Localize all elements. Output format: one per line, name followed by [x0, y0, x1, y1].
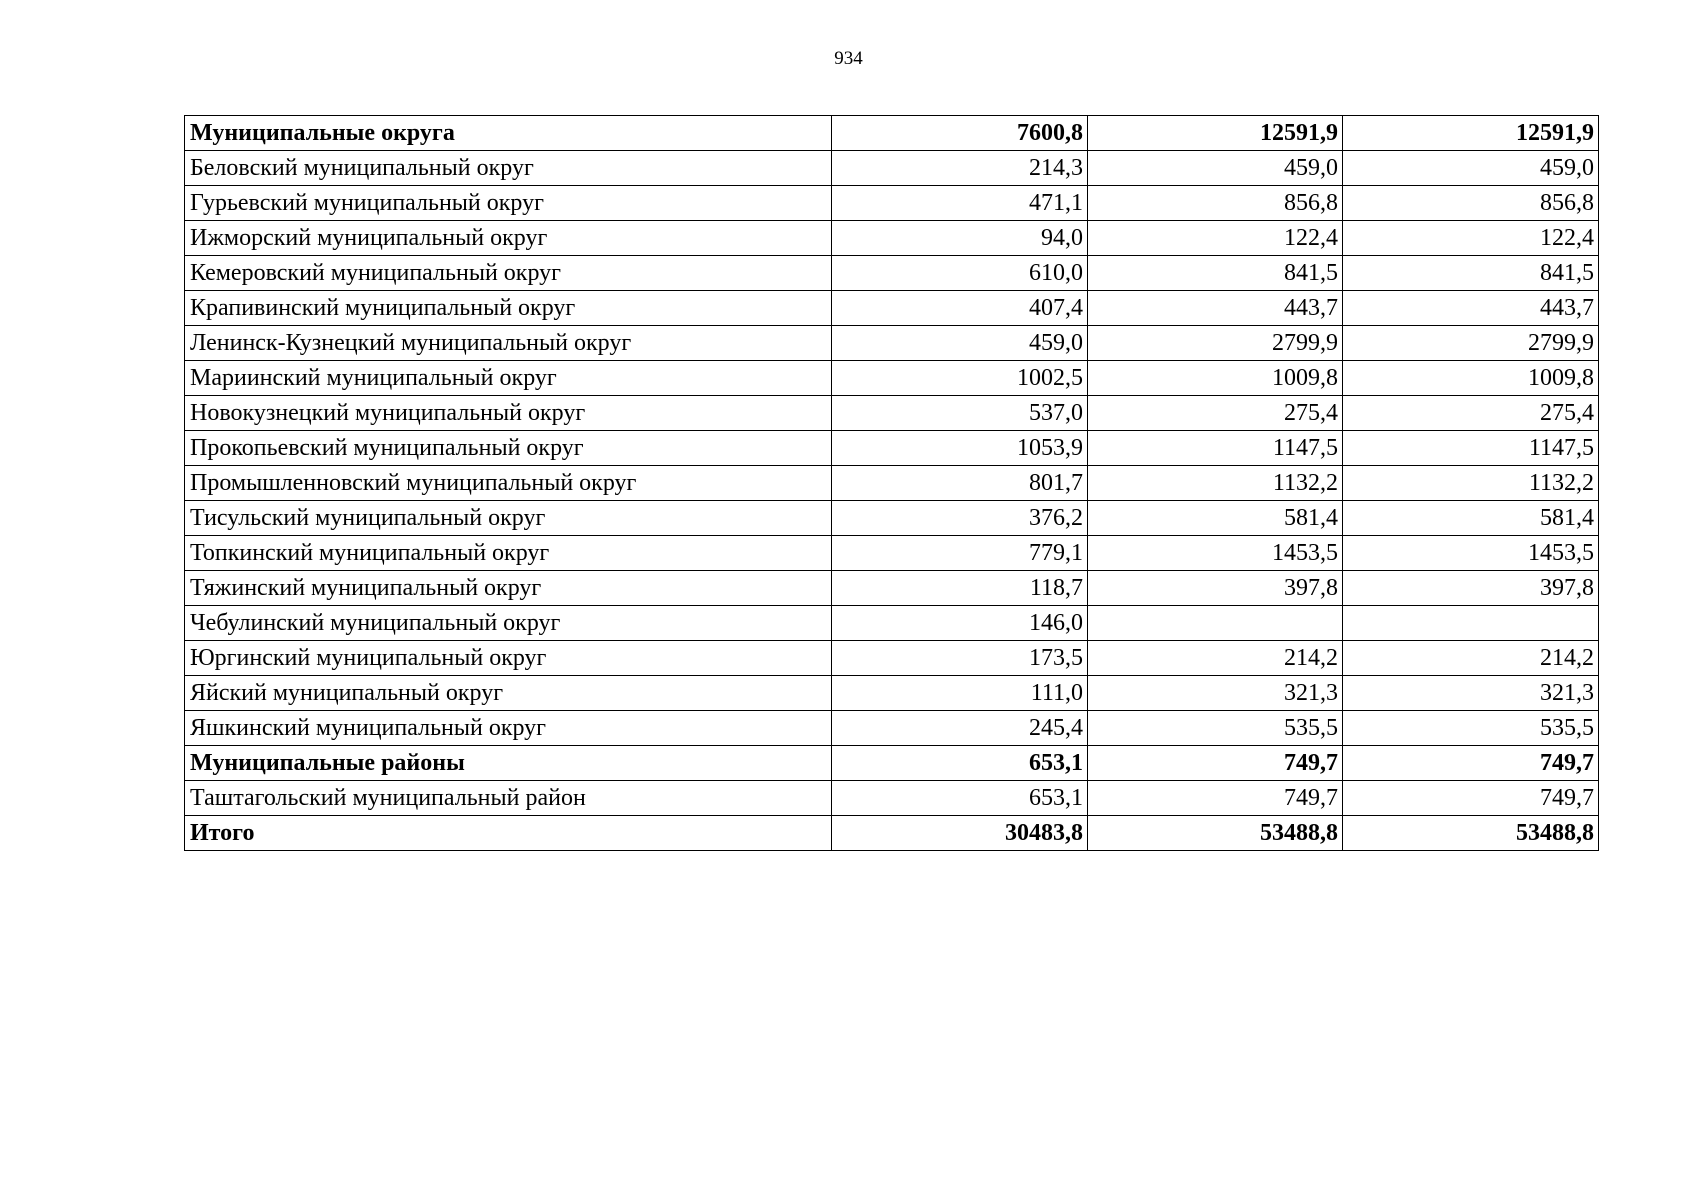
row-name-cell: Яшкинский муниципальный округ — [185, 711, 832, 746]
value-cell-3: 459,0 — [1343, 151, 1599, 186]
value-cell-1: 118,7 — [832, 571, 1088, 606]
table-row — [185, 396, 1599, 431]
value-cell-2: 749,7 — [1088, 746, 1343, 781]
value-cell-2: 459,0 — [1088, 151, 1343, 186]
row-name-cell: Муниципальные районы — [185, 746, 832, 781]
row-name-cell: Прокопьевский муниципальный округ — [185, 431, 832, 466]
table-row — [185, 571, 1599, 606]
value-cell-1: 146,0 — [832, 606, 1088, 641]
value-cell-2: 535,5 — [1088, 711, 1343, 746]
row-name-cell: Муниципальные округа — [185, 116, 832, 151]
row-name-cell: Мариинский муниципальный округ — [185, 361, 832, 396]
table-row — [185, 501, 1599, 536]
value-cell-3: 535,5 — [1343, 711, 1599, 746]
value-cell-2: 1147,5 — [1088, 431, 1343, 466]
value-cell-2: 443,7 — [1088, 291, 1343, 326]
row-name-cell: Новокузнецкий муниципальный округ — [185, 396, 832, 431]
value-cell-1: 801,7 — [832, 466, 1088, 501]
value-cell-2: 122,4 — [1088, 221, 1343, 256]
value-cell-1: 7600,8 — [832, 116, 1088, 151]
value-cell-2: 214,2 — [1088, 641, 1343, 676]
value-cell-1: 459,0 — [832, 326, 1088, 361]
value-cell-3: 581,4 — [1343, 501, 1599, 536]
value-cell-3 — [1343, 606, 1599, 641]
value-cell-3: 122,4 — [1343, 221, 1599, 256]
value-cell-1: 537,0 — [832, 396, 1088, 431]
value-cell-3: 53488,8 — [1343, 816, 1599, 851]
table-row — [185, 361, 1599, 396]
table-row — [185, 466, 1599, 501]
value-cell-2 — [1088, 606, 1343, 641]
value-cell-3: 397,8 — [1343, 571, 1599, 606]
value-cell-1: 1002,5 — [832, 361, 1088, 396]
table-row — [185, 431, 1599, 466]
table-body — [185, 116, 1599, 851]
value-cell-1: 779,1 — [832, 536, 1088, 571]
row-name-cell: Итого — [185, 816, 832, 851]
value-cell-2: 2799,9 — [1088, 326, 1343, 361]
value-cell-1: 111,0 — [832, 676, 1088, 711]
value-cell-3: 2799,9 — [1343, 326, 1599, 361]
row-name-cell: Таштагольский муниципальный район — [185, 781, 832, 816]
value-cell-2: 12591,9 — [1088, 116, 1343, 151]
table-row — [185, 606, 1599, 641]
table-row — [185, 151, 1599, 186]
value-cell-1: 245,4 — [832, 711, 1088, 746]
row-name-cell: Гурьевский муниципальный округ — [185, 186, 832, 221]
value-cell-3: 856,8 — [1343, 186, 1599, 221]
row-name-cell: Ленинск-Кузнецкий муниципальный округ — [185, 326, 832, 361]
row-name-cell: Тяжинский муниципальный округ — [185, 571, 832, 606]
budget-table — [184, 115, 1599, 851]
value-cell-2: 841,5 — [1088, 256, 1343, 291]
value-cell-1: 653,1 — [832, 746, 1088, 781]
row-name-cell: Крапивинский муниципальный округ — [185, 291, 832, 326]
table-row — [185, 186, 1599, 221]
table-row — [185, 781, 1599, 816]
value-cell-2: 275,4 — [1088, 396, 1343, 431]
value-cell-1: 376,2 — [832, 501, 1088, 536]
value-cell-2: 856,8 — [1088, 186, 1343, 221]
row-name-cell: Чебулинский муниципальный округ — [185, 606, 832, 641]
value-cell-3: 214,2 — [1343, 641, 1599, 676]
value-cell-1: 214,3 — [832, 151, 1088, 186]
value-cell-3: 275,4 — [1343, 396, 1599, 431]
value-cell-3: 841,5 — [1343, 256, 1599, 291]
value-cell-2: 581,4 — [1088, 501, 1343, 536]
value-cell-1: 30483,8 — [832, 816, 1088, 851]
value-cell-2: 321,3 — [1088, 676, 1343, 711]
value-cell-2: 1132,2 — [1088, 466, 1343, 501]
table-row — [185, 536, 1599, 571]
table-row — [185, 711, 1599, 746]
row-name-cell: Беловский муниципальный округ — [185, 151, 832, 186]
row-name-cell: Кемеровский муниципальный округ — [185, 256, 832, 291]
table-row — [185, 676, 1599, 711]
value-cell-2: 397,8 — [1088, 571, 1343, 606]
value-cell-3: 1147,5 — [1343, 431, 1599, 466]
value-cell-2: 749,7 — [1088, 781, 1343, 816]
value-cell-1: 471,1 — [832, 186, 1088, 221]
table-row — [185, 256, 1599, 291]
row-name-cell: Юргинский муниципальный округ — [185, 641, 832, 676]
value-cell-1: 610,0 — [832, 256, 1088, 291]
value-cell-3: 12591,9 — [1343, 116, 1599, 151]
value-cell-3: 749,7 — [1343, 746, 1599, 781]
value-cell-3: 1009,8 — [1343, 361, 1599, 396]
table-row — [185, 326, 1599, 361]
row-name-cell: Промышленновский муниципальный округ — [185, 466, 832, 501]
table-row — [185, 221, 1599, 256]
value-cell-1: 94,0 — [832, 221, 1088, 256]
value-cell-1: 173,5 — [832, 641, 1088, 676]
table-row — [185, 116, 1599, 151]
value-cell-3: 1453,5 — [1343, 536, 1599, 571]
value-cell-3: 749,7 — [1343, 781, 1599, 816]
table-row — [185, 641, 1599, 676]
table-row — [185, 291, 1599, 326]
value-cell-1: 407,4 — [832, 291, 1088, 326]
value-cell-2: 1009,8 — [1088, 361, 1343, 396]
value-cell-1: 653,1 — [832, 781, 1088, 816]
value-cell-3: 443,7 — [1343, 291, 1599, 326]
value-cell-3: 321,3 — [1343, 676, 1599, 711]
row-name-cell: Топкинский муниципальный округ — [185, 536, 832, 571]
row-name-cell: Яйский муниципальный округ — [185, 676, 832, 711]
row-name-cell: Ижморский муниципальный округ — [185, 221, 832, 256]
table-row — [185, 816, 1599, 851]
value-cell-1: 1053,9 — [832, 431, 1088, 466]
value-cell-2: 1453,5 — [1088, 536, 1343, 571]
value-cell-2: 53488,8 — [1088, 816, 1343, 851]
table-row — [185, 746, 1599, 781]
page-number: 934 — [834, 48, 863, 69]
value-cell-3: 1132,2 — [1343, 466, 1599, 501]
row-name-cell: Тисульский муниципальный округ — [185, 501, 832, 536]
